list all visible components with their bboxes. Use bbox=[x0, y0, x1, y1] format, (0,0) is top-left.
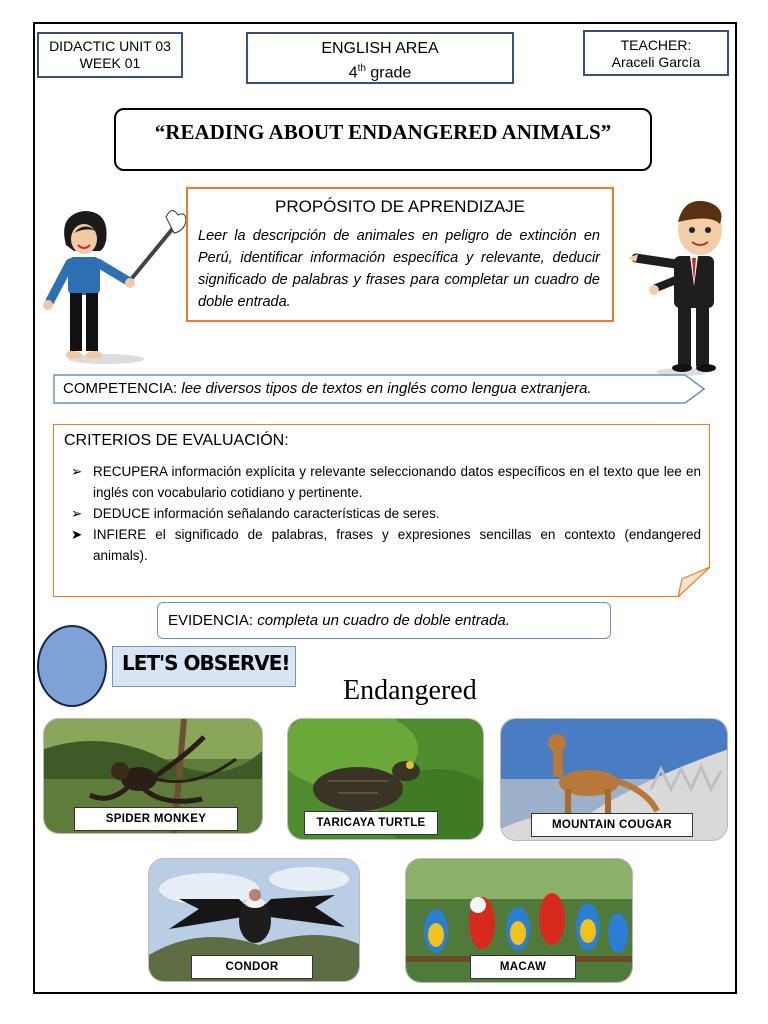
criteria-item bbox=[71, 524, 701, 566]
grade-label: 4th grade bbox=[348, 63, 412, 82]
condor-photo bbox=[148, 858, 360, 982]
teacher-name: Araceli García bbox=[611, 54, 701, 70]
criteria-list bbox=[71, 461, 701, 566]
criteria-keyword: RECUPERA bbox=[93, 464, 168, 479]
arrow-bullet-icon: ➢ bbox=[71, 464, 83, 479]
evidencia-box bbox=[157, 602, 611, 639]
criteria-item bbox=[71, 461, 701, 503]
unit-week-box bbox=[37, 32, 183, 78]
competencia-banner bbox=[53, 374, 705, 404]
page-title: “READING ABOUT ENDANGERED ANIMALS” bbox=[154, 120, 612, 144]
teacher-woman-illustration bbox=[36, 205, 186, 365]
evaluation-criteria-box bbox=[53, 424, 710, 597]
competencia-text bbox=[63, 380, 592, 397]
criteria-text: información explícita y relevante seleccionando datos específicos en el texto que lee en inglés con vocabulario cotidiano y pertinente. bbox=[93, 464, 701, 500]
week-label: WEEK 01 bbox=[79, 55, 141, 71]
animal-caption: SPIDER MONKEY bbox=[74, 807, 238, 831]
learning-purpose-box bbox=[186, 187, 614, 322]
macaw-photo bbox=[405, 858, 633, 983]
criteria-keyword: DEDUCE bbox=[93, 506, 151, 521]
taricaya-turtle-photo bbox=[287, 718, 484, 840]
spider-monkey-photo bbox=[43, 718, 263, 834]
criteria-text: el significado de palabras, frases y expresiones sencillas en contexto (endangered animals). bbox=[93, 527, 701, 563]
area-grade-box bbox=[246, 32, 514, 84]
teacher-box bbox=[583, 30, 729, 76]
endangered-heading: Endangered bbox=[343, 675, 477, 706]
criteria-heading: CRITERIOS DE EVALUACIÓN: bbox=[64, 432, 289, 449]
businessman-illustration bbox=[624, 200, 724, 378]
arrow-bullet-icon: ➢ bbox=[71, 506, 83, 521]
criteria-item bbox=[71, 503, 701, 524]
competencia-value: lee diversos tipos de textos en inglés como lengua extranjera. bbox=[181, 380, 592, 397]
unit-label: DIDACTIC UNIT 03 bbox=[49, 38, 171, 54]
purpose-heading: PROPÓSITO DE APRENDIZAJE bbox=[274, 197, 526, 216]
teacher-label: TEACHER: bbox=[620, 37, 692, 53]
animal-caption: CONDOR bbox=[191, 955, 313, 979]
animal-caption: MACAW bbox=[470, 955, 576, 979]
animal-caption: MOUNTAIN COUGAR bbox=[531, 813, 693, 837]
decorative-circle bbox=[37, 625, 107, 707]
criteria-keyword: INFIERE bbox=[93, 527, 147, 542]
folded-corner-icon bbox=[678, 567, 710, 597]
competencia-label: COMPETENCIA: bbox=[63, 380, 178, 397]
animal-caption: TARICAYA TURTLE bbox=[304, 811, 438, 835]
purpose-text: Leer la descripción de animales en peligro de extinción en Perú, identificar información específica y relevante, deducir significado de palabras y frases para completar un cuadro de doble entrada. bbox=[198, 228, 600, 310]
criteria-text: información señalando características de seres. bbox=[150, 506, 440, 521]
evidencia-label: EVIDENCIA: bbox=[168, 612, 254, 629]
evidencia-text bbox=[168, 612, 510, 629]
lets-observe-label: LET'S OBSERVE! bbox=[122, 651, 290, 675]
evidencia-value: completa un cuadro de doble entrada. bbox=[257, 612, 510, 629]
mountain-cougar-photo bbox=[500, 718, 728, 841]
title-box bbox=[114, 108, 652, 171]
arrow-bullet-icon: ➤ bbox=[71, 527, 83, 542]
area-label: ENGLISH AREA bbox=[321, 40, 439, 57]
lets-observe-banner bbox=[112, 646, 296, 687]
